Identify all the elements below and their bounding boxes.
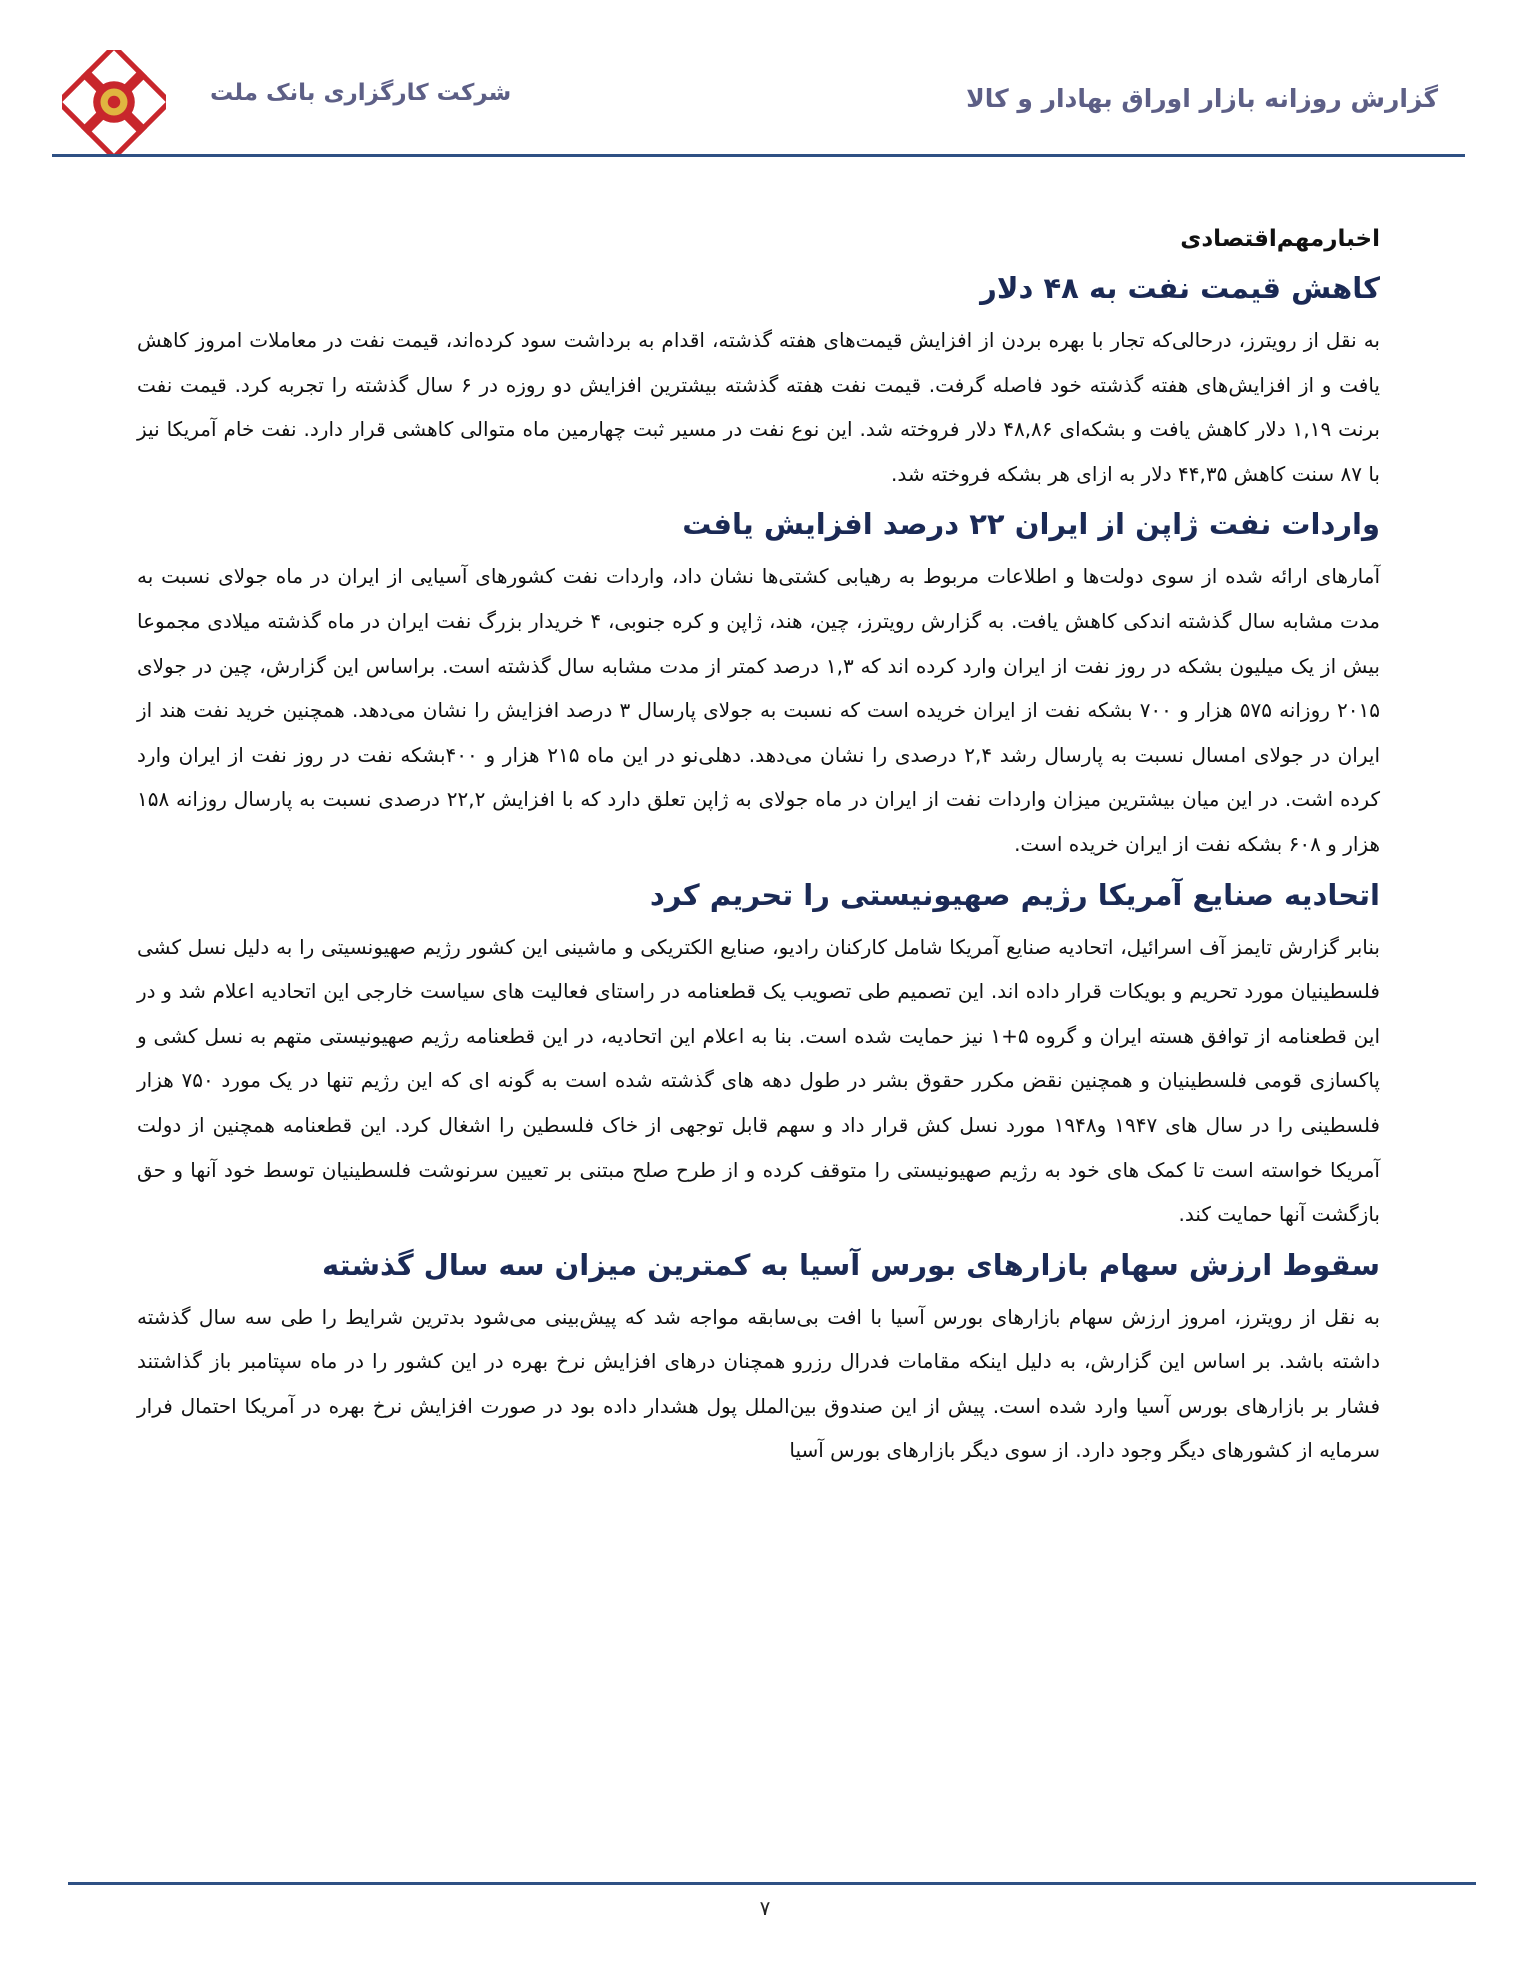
article-asia-stocks [137,1241,1380,1473]
report-title: گزارش روزانه بازار اوراق بهادار و کالا [966,84,1438,113]
article-headline: واردات نفت ژاپن از ایران ۲۲ درصد افزایش یافت [682,507,1380,542]
article-headline: اتحادیه صنایع آمریکا رژیم صهیونیستی را تحریم کرد [649,877,1380,912]
article-japan-imports [137,500,1380,866]
header-divider [52,154,1465,157]
article-body: به نقل از رویترز، امروز ارزش سهام بازارهای بورس آسیا با افت بی‌سابقه مواجه شد که پیش‌بینی می‌شود بدترین شرایط را طی سه سال گذشته داشته باشد. بر اساس این گزارش، به دلیل اینکه مقامات فدرال رزرو همچنان درهای افزایش نرخ بهره در این کشور را در ماه سپتامبر باز گذاشتند فشار بر بازارهای بورس آسیا وارد شده است. پیش از این صندوق بین‌الملل پول هشدار داده بود در صورت افزایش نرخ بهره در آمریکا احتمال فرار سرمایه از کشورهای دیگر وجود دارد. از سوی دیگر بازارهای بورس آسیا [137,1304,1380,1463]
article-us-union-sanctions [137,871,1380,1237]
article-body: به نقل از رویترز، درحالی‌که تجار با بهره بردن از افزایش قیمت‌های هفته گذشته، اقدام به برداشت سود کرده‌اند، قیمت نفت در معاملات امروز کاهش یافت و از افزایش‌های هفته گذشته خود فاصله گرفت. قیمت نفت هفته گذشته بیشترین افزایش دو روزه در ۶ سال گذشته را تجربه کرد. قیمت نفت برنت ۱,۱۹ دلار کاهش یافت و بشکه‌ای ۴۸,۸۶ دلار فروخته شد. این نوع نفت در مسیر ثبت چهارمین ماه متوالی کاهشی قرار دارد. نفت خام آمریکا نیز با ۸۷ سنت کاهش ۴۴,۳۵ دلار به ازای هر بشکه فروخته شد. [137,328,1381,486]
page-header [0,0,1530,160]
bank-mellat-logo-icon [62,50,166,154]
article-oil-price [137,264,1380,496]
footer-divider [68,1882,1476,1885]
article-body: آمارهای ارائه شده از سوی دولت‌ها و اطلاعات مربوط به رهیابی کشتی‌ها نشان داد، واردات نفت کشورهای آسیایی از ایران در ماه جولای نسبت به مدت مشابه سال گذشته اندکی کاهش یافت. به گزارش رویترز، چین، هند، ژاپن و کره جنوبی، ۴ خریدار بزرگ نفت ایران در ماه گذشته میلادی مجموعا بیش از یک میلیون بشکه در روز نفت از ایران وارد کرده اند که ۱,۳ درصد کمتر از مدت مشابه سال گذشته است. براساس این گزارش، چین در جولای ۲۰۱۵ روزانه ۵۷۵ هزار و ۷۰۰ بشکه نفت از ایران خریده است که نسبت به جولای پارسال ۳ درصد افزایش را نشان می‌دهد. همچنین خرید نفت هند از ایران در جولای امسال نسبت به پارسال رشد ۲,۴ درصدی را نشان می‌دهد. دهلی‌نو در این ماه ۲۱۵ هزار و ۴۰۰بشکه نفت در روز نفت از ایران وارد کرده اشت. در این میان بیشترین میزان واردات نفت از ایران در ماه جولای به ژاپن تعلق دارد که با افزایش ۲۲,۲ درصدی نسبت به پارسال روزانه ۱۵۸ هزار و ۶۰۸ بشکه نفت از ایران خریده است. [137,564,1381,856]
page-number: ۷ [759,1896,771,1920]
main-content [137,226,1380,1477]
section-label: اخبارمهم‌اقتصادی [1180,226,1380,252]
article-headline: سقوط ارزش سهام بازارهای بورس آسیا به کمترین میزان سه سال گذشته [322,1247,1380,1282]
article-body: بنابر گزارش تایمز آف اسرائیل، اتحادیه صنایع آمریکا شامل کارکنان رادیو، صنایع الکتریکی و ماشینی این کشور رژیم صهیونسیتی را به دلیل نسل کشی فلسطینیان مورد تحریم و بویکات قرار داده اند. این تصمیم طی تصویب یک قطعنامه در راستای فعالیت های سیاست خارجی این اتحادیه اعلام شد و در این قطعنامه از توافق هسته ایران و گروه ۵+۱ نیز حمایت شده است. بنا به اعلام این اتحادیه، در این قطعنامه رژیم صهیونیستی متهم به نسل کشی و پاکسازی قومی فلسطینیان و همچنین نقض مکرر حقوق بشر در طول دهه های گذشته شده است به گونه ای که این رژیم تنها در یک مورد ۷۵۰ هزار فلسطینی را در سال های ۱۹۴۷ و۱۹۴۸ مورد نسل کش قرار داد و سهم قابل توجهی از خاک فلسطین را اشغال کرد. این قطعنامه همچنین از دولت آمریکا خواسته است تا کمک های خود به رژیم صهیونیستی را متوقف کرده و از طرح صلح مبتنی بر تعیین سرنوشت فلسطینیان توسط خود آنها و حق بازگشت آنها حمایت کند. [137,934,1380,1227]
company-name: شرکت کارگزاری بانک ملت [210,80,512,106]
article-headline: کاهش قیمت نفت به ۴۸ دلار [980,271,1380,305]
